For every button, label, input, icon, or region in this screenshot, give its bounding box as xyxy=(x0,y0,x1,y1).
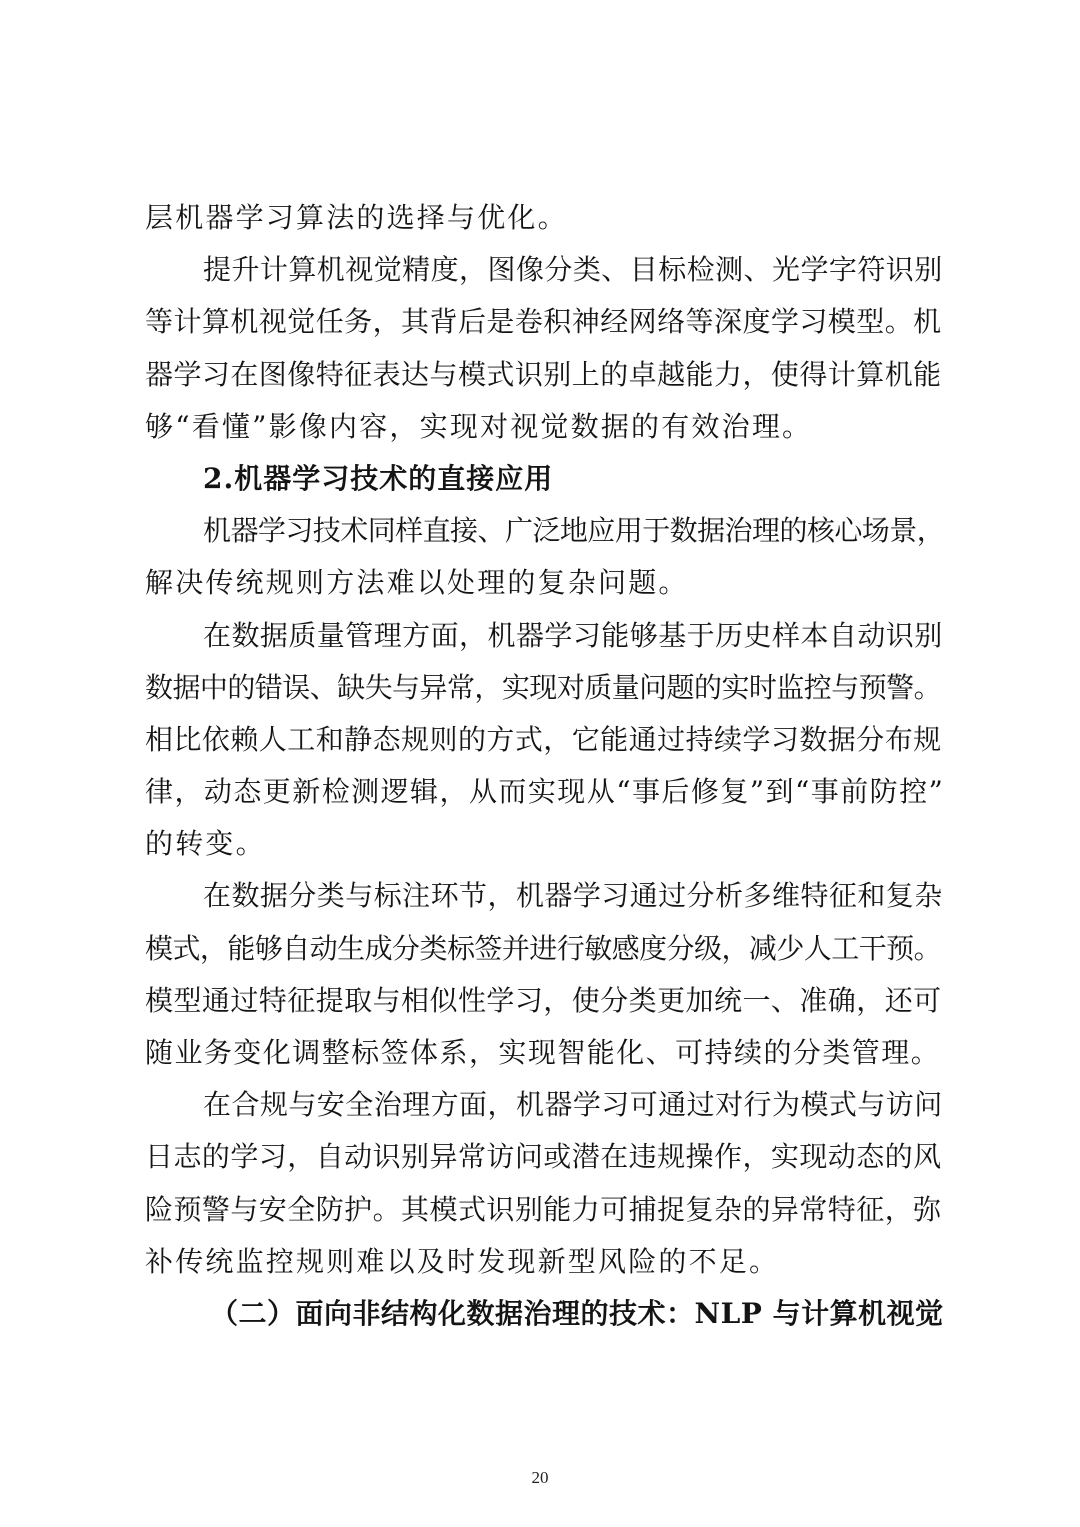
text-line: 模式，能够自动生成分类标签并进行敏感度分级，减少人工干预。 xyxy=(145,931,942,965)
paragraph-start: 机器学习技术同样直接、广泛地应用于数据治理的核心场景， xyxy=(203,514,945,548)
text-line: 器学习在图像特征表达与模式识别上的卓越能力，使得计算机能 xyxy=(145,357,942,391)
text-line: 层机器学习算法的选择与优化。 xyxy=(145,201,568,234)
paragraph-start: 在数据分类与标注环节，机器学习通过分析多维特征和复杂 xyxy=(203,879,943,913)
text-line: 相比依赖人工和静态规则的方式，它能通过持续学习数据分布规 xyxy=(145,722,942,756)
paragraph-start: 提升计算机视觉精度，图像分类、目标检测、光学字符识别 xyxy=(203,253,943,287)
text-line: 随业务变化调整标签体系，实现智能化、可持续的分类管理。 xyxy=(145,1036,941,1069)
paragraph-start: 在合规与安全治理方面，机器学习可通过对行为模式与访问 xyxy=(203,1088,943,1122)
text-line: 险预警与安全防护。其模式识别能力可捕捉复杂的异常特征，弥 xyxy=(145,1192,942,1226)
section-heading: （二）面向非结构化数据治理的技术：NLP 与计算机视觉 xyxy=(210,1296,944,1330)
text-line: 等计算机视觉任务，其背后是卷积神经网络等深度学习模型。机 xyxy=(145,305,942,339)
text-line: 日志的学习，自动识别异常访问或潜在违规操作，实现动态的风 xyxy=(145,1140,942,1174)
text-line: 数据中的错误、缺失与异常，实现对质量问题的实时监控与预警。 xyxy=(145,670,942,704)
text-line: 够“看懂”影像内容，实现对视觉数据的有效治理。 xyxy=(145,409,813,443)
page-number: 20 xyxy=(531,1468,549,1487)
text-line: 补传统监控规则难以及时发现新型风险的不足。 xyxy=(145,1244,780,1278)
text-line: 律，动态更新检测逻辑，从而实现从“事后修复”到“事前防控” xyxy=(145,775,945,809)
text-line: 模型通过特征提取与相似性学习，使分类更加统一、准确，还可 xyxy=(145,983,942,1017)
section-heading: 2.机器学习技术的直接应用 xyxy=(203,461,554,495)
paragraph-start: 在数据质量管理方面，机器学习能够基于历史样本自动识别 xyxy=(203,618,943,652)
text-line: 解决传统规则方法难以处理的复杂问题。 xyxy=(145,566,689,600)
text-line: 的转变。 xyxy=(145,827,266,861)
body-text xyxy=(145,192,945,1340)
